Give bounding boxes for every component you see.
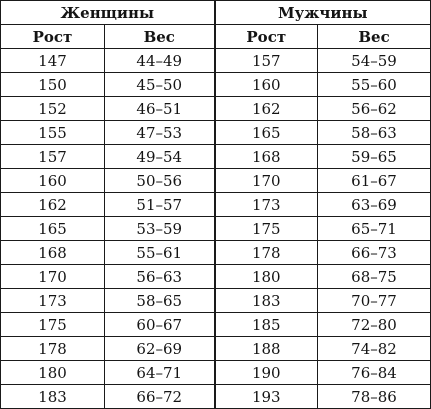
table-row [1,265,431,289]
women-height-cell: 168 [1,241,105,265]
table-row [1,97,431,121]
women-height-cell: 170 [1,265,105,289]
women-weight-cell: 47–53 [105,121,215,145]
column-header-men-weight: Вес [318,25,431,49]
men-weight-cell: 68–75 [318,265,431,289]
table-row [1,49,431,73]
women-weight-cell: 51–57 [105,193,215,217]
men-weight-cell: 55–60 [318,73,431,97]
women-weight-cell: 60–67 [105,313,215,337]
men-height-cell: 185 [215,313,318,337]
table-row [1,337,431,361]
men-weight-cell: 76–84 [318,361,431,385]
group-header-women: Женщины [1,1,215,25]
women-weight-cell: 56–63 [105,265,215,289]
men-weight-cell: 74–82 [318,337,431,361]
men-height-cell: 178 [215,241,318,265]
table-row [1,313,431,337]
column-header-women-weight: Вес [105,25,215,49]
men-height-cell: 175 [215,217,318,241]
women-height-cell: 165 [1,217,105,241]
women-weight-cell: 49–54 [105,145,215,169]
women-weight-cell: 46–51 [105,97,215,121]
women-weight-cell: 44–49 [105,49,215,73]
men-weight-cell: 56–62 [318,97,431,121]
women-height-cell: 147 [1,49,105,73]
men-weight-cell: 65–71 [318,217,431,241]
men-weight-cell: 70–77 [318,289,431,313]
group-header-row [1,1,431,25]
column-header-row [1,25,431,49]
women-height-cell: 175 [1,313,105,337]
table-row [1,361,431,385]
men-height-cell: 180 [215,265,318,289]
men-weight-cell: 66–73 [318,241,431,265]
men-height-cell: 173 [215,193,318,217]
men-height-cell: 160 [215,73,318,97]
group-header-men: Мужчины [215,1,431,25]
women-weight-cell: 64–71 [105,361,215,385]
women-height-cell: 157 [1,145,105,169]
table-row [1,289,431,313]
women-height-cell: 180 [1,361,105,385]
table-row [1,217,431,241]
men-height-cell: 157 [215,49,318,73]
women-height-cell: 178 [1,337,105,361]
women-height-cell: 150 [1,73,105,97]
column-header-men-height: Рост [215,25,318,49]
table-row [1,169,431,193]
women-weight-cell: 53–59 [105,217,215,241]
men-weight-cell: 61–67 [318,169,431,193]
table-row [1,241,431,265]
table-row [1,385,431,409]
women-weight-cell: 45–50 [105,73,215,97]
table-row [1,193,431,217]
women-height-cell: 155 [1,121,105,145]
women-weight-cell: 50–56 [105,169,215,193]
women-height-cell: 173 [1,289,105,313]
women-height-cell: 183 [1,385,105,409]
men-weight-cell: 72–80 [318,313,431,337]
women-height-cell: 152 [1,97,105,121]
women-height-cell: 162 [1,193,105,217]
women-weight-cell: 62–69 [105,337,215,361]
men-height-cell: 168 [215,145,318,169]
men-height-cell: 188 [215,337,318,361]
women-weight-cell: 58–65 [105,289,215,313]
table-row [1,145,431,169]
men-weight-cell: 54–59 [318,49,431,73]
table-row [1,121,431,145]
column-header-women-height: Рост [1,25,105,49]
men-height-cell: 162 [215,97,318,121]
men-height-cell: 170 [215,169,318,193]
men-height-cell: 165 [215,121,318,145]
men-weight-cell: 63–69 [318,193,431,217]
men-weight-cell: 58–63 [318,121,431,145]
women-weight-cell: 66–72 [105,385,215,409]
men-height-cell: 190 [215,361,318,385]
men-weight-cell: 59–65 [318,145,431,169]
men-weight-cell: 78–86 [318,385,431,409]
women-height-cell: 160 [1,169,105,193]
men-height-cell: 193 [215,385,318,409]
table-row [1,73,431,97]
women-weight-cell: 55–61 [105,241,215,265]
men-height-cell: 183 [215,289,318,313]
